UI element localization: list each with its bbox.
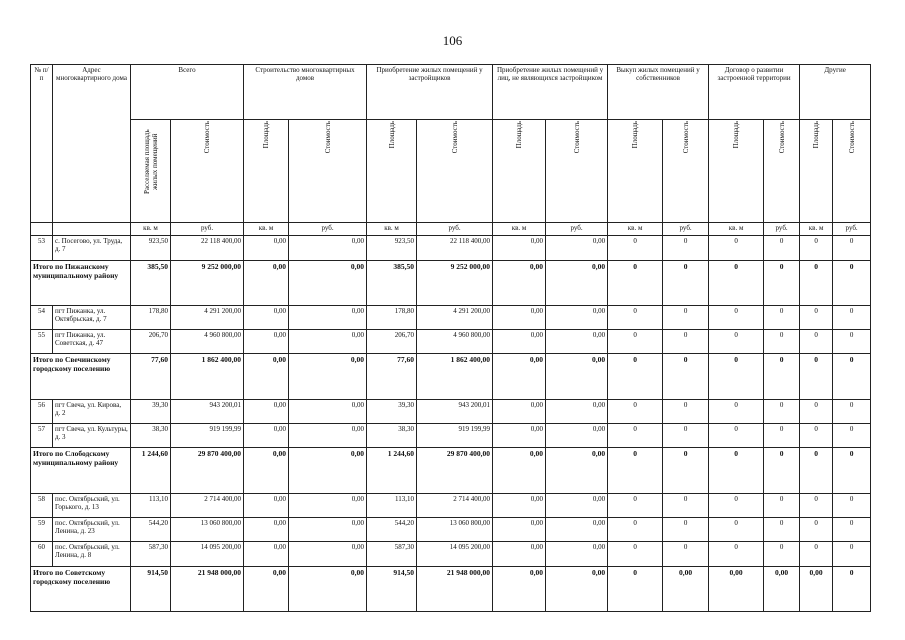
total-row (31, 448, 871, 493)
value-cell: 0,00 (493, 260, 546, 305)
subheader-cell (417, 120, 493, 223)
value-cell: 0 (833, 448, 871, 493)
value-cell: 385,50 (131, 260, 171, 305)
value-cell: 0 (833, 517, 871, 541)
value-cell: 178,80 (131, 305, 171, 329)
value-cell: 0 (833, 236, 871, 260)
row-address: пгт Пижанка, ул. Советская, д. 47 (53, 330, 131, 354)
value-cell: 0 (608, 542, 663, 566)
subheader-cell (764, 120, 800, 223)
subheader-label: Стоимость (847, 121, 856, 154)
table-row (31, 330, 871, 354)
value-cell: 0,00 (493, 542, 546, 566)
unit-cell: руб. (546, 223, 608, 236)
value-cell: 38,30 (367, 424, 417, 448)
value-cell: 4 291 200,00 (417, 305, 493, 329)
value-cell: 0 (764, 236, 800, 260)
subheader-label: Стоимость (681, 121, 690, 154)
total-row (31, 260, 871, 305)
value-cell: 1 244,60 (131, 448, 171, 493)
value-cell: 113,10 (131, 493, 171, 517)
value-cell: 0,00 (546, 305, 608, 329)
table-row (31, 424, 871, 448)
unit-cell: кв. м (131, 223, 171, 236)
subheader-label: Стоимость (572, 121, 581, 154)
value-cell: 0 (833, 399, 871, 423)
value-cell: 0 (833, 260, 871, 305)
total-label: Итого по Пижанскому муниципальному району (31, 260, 131, 305)
value-cell: 0 (800, 493, 833, 517)
value-cell: 0,00 (546, 330, 608, 354)
subheader-cell (833, 120, 871, 223)
total-label: Итого по Советскому городскому поселению (31, 566, 131, 611)
value-cell: 0,00 (289, 330, 367, 354)
value-cell: 0 (709, 448, 764, 493)
subheader-label: Стоимость (203, 121, 211, 154)
value-cell: 0 (608, 305, 663, 329)
value-cell: 0,00 (244, 424, 289, 448)
value-cell: 0 (764, 399, 800, 423)
subheader-cell (709, 120, 764, 223)
value-cell: 587,30 (367, 542, 417, 566)
value-cell: 0,00 (244, 305, 289, 329)
header-address: Адрес многоквартирного дома (53, 65, 131, 223)
subheader-cell (663, 120, 709, 223)
value-cell: 39,30 (367, 399, 417, 423)
subheader-cell (131, 120, 171, 223)
value-cell: 914,50 (131, 566, 171, 611)
table-row (31, 542, 871, 566)
value-cell: 9 252 000,00 (417, 260, 493, 305)
unit-cell: руб. (764, 223, 800, 236)
value-cell: 0 (663, 517, 709, 541)
value-cell: 4 960 800,00 (417, 330, 493, 354)
value-cell: 0,00 (289, 493, 367, 517)
subheader-cell (608, 120, 663, 223)
row-address: пгт Пижанка, ул. Октябрьская, д. 7 (53, 305, 131, 329)
value-cell: 0,00 (800, 566, 833, 611)
value-cell: 0 (663, 330, 709, 354)
value-cell: 0 (709, 305, 764, 329)
value-cell: 0 (800, 236, 833, 260)
value-cell: 2 714 400,00 (171, 493, 244, 517)
row-address: пос. Октябрьский, ул. Ленина, д. 23 (53, 517, 131, 541)
row-number: 58 (31, 493, 53, 517)
value-cell: 0,00 (493, 330, 546, 354)
subheader-label: Стоимость (323, 121, 332, 154)
subheader-label: Площадь (732, 121, 741, 149)
total-label: Итого по Свечинскому городскому поселению (31, 354, 131, 399)
subheader-cell (244, 120, 289, 223)
value-cell: 0 (800, 260, 833, 305)
value-cell: 0 (709, 493, 764, 517)
table-row (31, 517, 871, 541)
value-cell: 0 (709, 260, 764, 305)
value-cell: 21 948 000,00 (171, 566, 244, 611)
value-cell: 943 200,01 (417, 399, 493, 423)
value-cell: 0 (800, 517, 833, 541)
value-cell: 13 060 800,00 (171, 517, 244, 541)
value-cell: 919 199,99 (417, 424, 493, 448)
value-cell: 0,00 (546, 424, 608, 448)
value-cell: 385,50 (367, 260, 417, 305)
subheader-cell (493, 120, 546, 223)
value-cell: 0,00 (289, 566, 367, 611)
value-cell: 0,00 (493, 517, 546, 541)
row-address: пгт Свеча, ул. Культуры, д. 3 (53, 424, 131, 448)
value-cell: 178,80 (367, 305, 417, 329)
value-cell: 1 862 400,00 (171, 354, 244, 399)
subheader-cell (289, 120, 367, 223)
value-cell: 919 199,99 (171, 424, 244, 448)
value-cell: 22 118 400,00 (171, 236, 244, 260)
value-cell: 0 (833, 542, 871, 566)
value-cell: 0,00 (289, 399, 367, 423)
value-cell: 943 200,01 (171, 399, 244, 423)
value-cell: 0 (608, 448, 663, 493)
value-cell: 0,00 (493, 566, 546, 611)
table-row (31, 305, 871, 329)
value-cell: 2 714 400,00 (417, 493, 493, 517)
value-cell: 0,00 (289, 448, 367, 493)
value-cell: 0 (608, 517, 663, 541)
value-cell: 0 (663, 260, 709, 305)
unit-cell: кв. м (493, 223, 546, 236)
value-cell: 0,00 (244, 542, 289, 566)
page-number: 106 (442, 33, 463, 48)
header-group: Строительство многоквартирных домов (244, 65, 367, 120)
value-cell: 0 (764, 493, 800, 517)
value-cell: 0,00 (546, 493, 608, 517)
value-cell: 0 (663, 424, 709, 448)
value-cell: 0,00 (493, 236, 546, 260)
value-cell: 0,00 (546, 354, 608, 399)
value-cell: 206,70 (367, 330, 417, 354)
value-cell: 0 (709, 424, 764, 448)
value-cell: 1 862 400,00 (417, 354, 493, 399)
value-cell: 0,00 (546, 236, 608, 260)
value-cell: 0,00 (289, 260, 367, 305)
value-cell: 0,00 (244, 448, 289, 493)
value-cell: 0 (833, 493, 871, 517)
value-cell: 0,00 (764, 566, 800, 611)
value-cell: 0 (833, 566, 871, 611)
value-cell: 0,00 (493, 354, 546, 399)
value-cell: 0,00 (289, 517, 367, 541)
value-cell: 0 (833, 305, 871, 329)
value-cell: 0,00 (244, 517, 289, 541)
value-cell: 0,00 (663, 566, 709, 611)
subheader-label: Площадь (515, 121, 524, 149)
value-cell: 14 095 200,00 (417, 542, 493, 566)
unit-cell: кв. м (800, 223, 833, 236)
value-cell: 4 291 200,00 (171, 305, 244, 329)
value-cell: 0,00 (244, 354, 289, 399)
value-cell: 0,00 (244, 566, 289, 611)
header-no: № п/п (31, 65, 53, 223)
row-number: 57 (31, 424, 53, 448)
subheader-label: Стоимость (450, 121, 459, 154)
subheader-label: Площадь (387, 121, 396, 149)
value-cell: 0 (833, 354, 871, 399)
subheader-label: Площадь (631, 121, 640, 149)
value-cell: 0 (800, 330, 833, 354)
total-label: Итого по Слободскому муниципальному району (31, 448, 131, 493)
value-cell: 113,10 (367, 493, 417, 517)
value-cell: 0 (709, 399, 764, 423)
value-cell: 0 (764, 517, 800, 541)
value-cell: 0 (764, 305, 800, 329)
value-cell: 0 (764, 542, 800, 566)
value-cell: 0 (608, 493, 663, 517)
row-number: 56 (31, 399, 53, 423)
subheader-cell (800, 120, 833, 223)
value-cell: 0 (608, 399, 663, 423)
subheader-cell (546, 120, 608, 223)
value-cell: 0 (608, 236, 663, 260)
value-cell: 0 (663, 399, 709, 423)
value-cell: 0 (663, 236, 709, 260)
value-cell: 0,00 (493, 305, 546, 329)
value-cell: 1 244,60 (367, 448, 417, 493)
value-cell: 0 (764, 260, 800, 305)
value-cell: 13 060 800,00 (417, 517, 493, 541)
header-group: Приобретение жилых помещений у застройщиков (367, 65, 493, 120)
row-address: пос. Октябрьский, ул. Горького, д. 13 (53, 493, 131, 517)
row-address: пос. Октябрьский, ул. Ленина, д. 8 (53, 542, 131, 566)
value-cell: 0,00 (244, 236, 289, 260)
value-cell: 0 (800, 399, 833, 423)
unit-cell: руб. (833, 223, 871, 236)
value-cell: 0 (663, 493, 709, 517)
unit-cell: руб. (417, 223, 493, 236)
value-cell: 9 252 000,00 (171, 260, 244, 305)
value-cell: 0 (663, 305, 709, 329)
value-cell: 21 948 000,00 (417, 566, 493, 611)
value-cell: 0 (800, 542, 833, 566)
value-cell: 0,00 (493, 448, 546, 493)
unit-cell: кв. м (367, 223, 417, 236)
value-cell: 22 118 400,00 (417, 236, 493, 260)
value-cell: 0 (764, 330, 800, 354)
value-cell: 0 (608, 566, 663, 611)
value-cell: 0,00 (289, 424, 367, 448)
value-cell: 0 (663, 542, 709, 566)
value-cell: 0 (800, 305, 833, 329)
value-cell: 0,00 (546, 542, 608, 566)
value-cell: 0,00 (289, 542, 367, 566)
value-cell: 0 (764, 448, 800, 493)
row-number: 53 (31, 236, 53, 260)
unit-cell: кв. м (244, 223, 289, 236)
subheader-label: Площадь (262, 121, 271, 149)
value-cell: 0,00 (289, 236, 367, 260)
value-cell: 0 (709, 354, 764, 399)
value-cell: 0 (800, 424, 833, 448)
value-cell: 0,00 (546, 260, 608, 305)
value-cell: 0 (709, 236, 764, 260)
value-cell: 0 (709, 517, 764, 541)
value-cell: 0,00 (244, 330, 289, 354)
value-cell: 39,30 (131, 399, 171, 423)
header-group: Всего (131, 65, 244, 120)
value-cell: 0,00 (493, 493, 546, 517)
value-cell: 0,00 (289, 354, 367, 399)
table-row (31, 236, 871, 260)
subheader-cell (367, 120, 417, 223)
value-cell: 0,00 (546, 566, 608, 611)
unit-cell: кв. м (709, 223, 764, 236)
subheader-label: Расселяемая площадь жилых помещений (142, 129, 159, 195)
value-cell: 0,00 (289, 305, 367, 329)
value-cell: 0,00 (244, 493, 289, 517)
unit-cell: руб. (663, 223, 709, 236)
value-cell: 0,00 (546, 399, 608, 423)
value-cell: 0 (800, 354, 833, 399)
value-cell: 914,50 (367, 566, 417, 611)
subheader-label: Площадь (812, 121, 821, 149)
value-cell: 4 960 800,00 (171, 330, 244, 354)
header-group: Приобретение жилых помещений у лиц, не являющихся застройщиком (493, 65, 608, 120)
value-cell: 0 (709, 542, 764, 566)
value-cell: 0 (709, 330, 764, 354)
total-row (31, 566, 871, 611)
table-row (31, 399, 871, 423)
row-number: 54 (31, 305, 53, 329)
value-cell: 0 (608, 330, 663, 354)
value-cell: 0,00 (244, 260, 289, 305)
value-cell: 0,00 (493, 399, 546, 423)
table-row (31, 493, 871, 517)
unit-cell: руб. (289, 223, 367, 236)
value-cell: 77,60 (367, 354, 417, 399)
value-cell: 544,20 (131, 517, 171, 541)
value-cell: 923,50 (131, 236, 171, 260)
total-row (31, 354, 871, 399)
value-cell: 0 (608, 424, 663, 448)
value-cell: 0 (764, 424, 800, 448)
resettlement-table (30, 64, 871, 612)
value-cell: 0,00 (546, 448, 608, 493)
value-cell: 0 (833, 424, 871, 448)
header-group: Договор о развитии застроенной территории (709, 65, 800, 120)
value-cell: 587,30 (131, 542, 171, 566)
unit-cell: кв. м (608, 223, 663, 236)
value-cell: 14 095 200,00 (171, 542, 244, 566)
subheader-label: Стоимость (777, 121, 786, 154)
value-cell: 38,30 (131, 424, 171, 448)
header-group: Выкуп жилых помещений у собственников (608, 65, 709, 120)
row-number: 55 (31, 330, 53, 354)
value-cell: 0 (608, 354, 663, 399)
value-cell: 29 870 400,00 (171, 448, 244, 493)
row-address: с. Посегово, ул. Труда, д. 7 (53, 236, 131, 260)
value-cell: 0 (608, 260, 663, 305)
header-group: Другие (800, 65, 871, 120)
value-cell: 0 (833, 330, 871, 354)
value-cell: 77,60 (131, 354, 171, 399)
row-number: 59 (31, 517, 53, 541)
value-cell: 0,00 (709, 566, 764, 611)
value-cell: 0,00 (244, 399, 289, 423)
value-cell: 0 (663, 448, 709, 493)
unit-cell: руб. (171, 223, 244, 236)
value-cell: 0,00 (546, 517, 608, 541)
value-cell: 29 870 400,00 (417, 448, 493, 493)
row-address: пгт Свеча, ул. Кирова, д. 2 (53, 399, 131, 423)
row-number: 60 (31, 542, 53, 566)
value-cell: 0,00 (493, 424, 546, 448)
value-cell: 206,70 (131, 330, 171, 354)
value-cell: 0 (663, 354, 709, 399)
value-cell: 0 (764, 354, 800, 399)
value-cell: 0 (800, 448, 833, 493)
value-cell: 923,50 (367, 236, 417, 260)
subheader-cell (171, 120, 244, 223)
value-cell: 544,20 (367, 517, 417, 541)
